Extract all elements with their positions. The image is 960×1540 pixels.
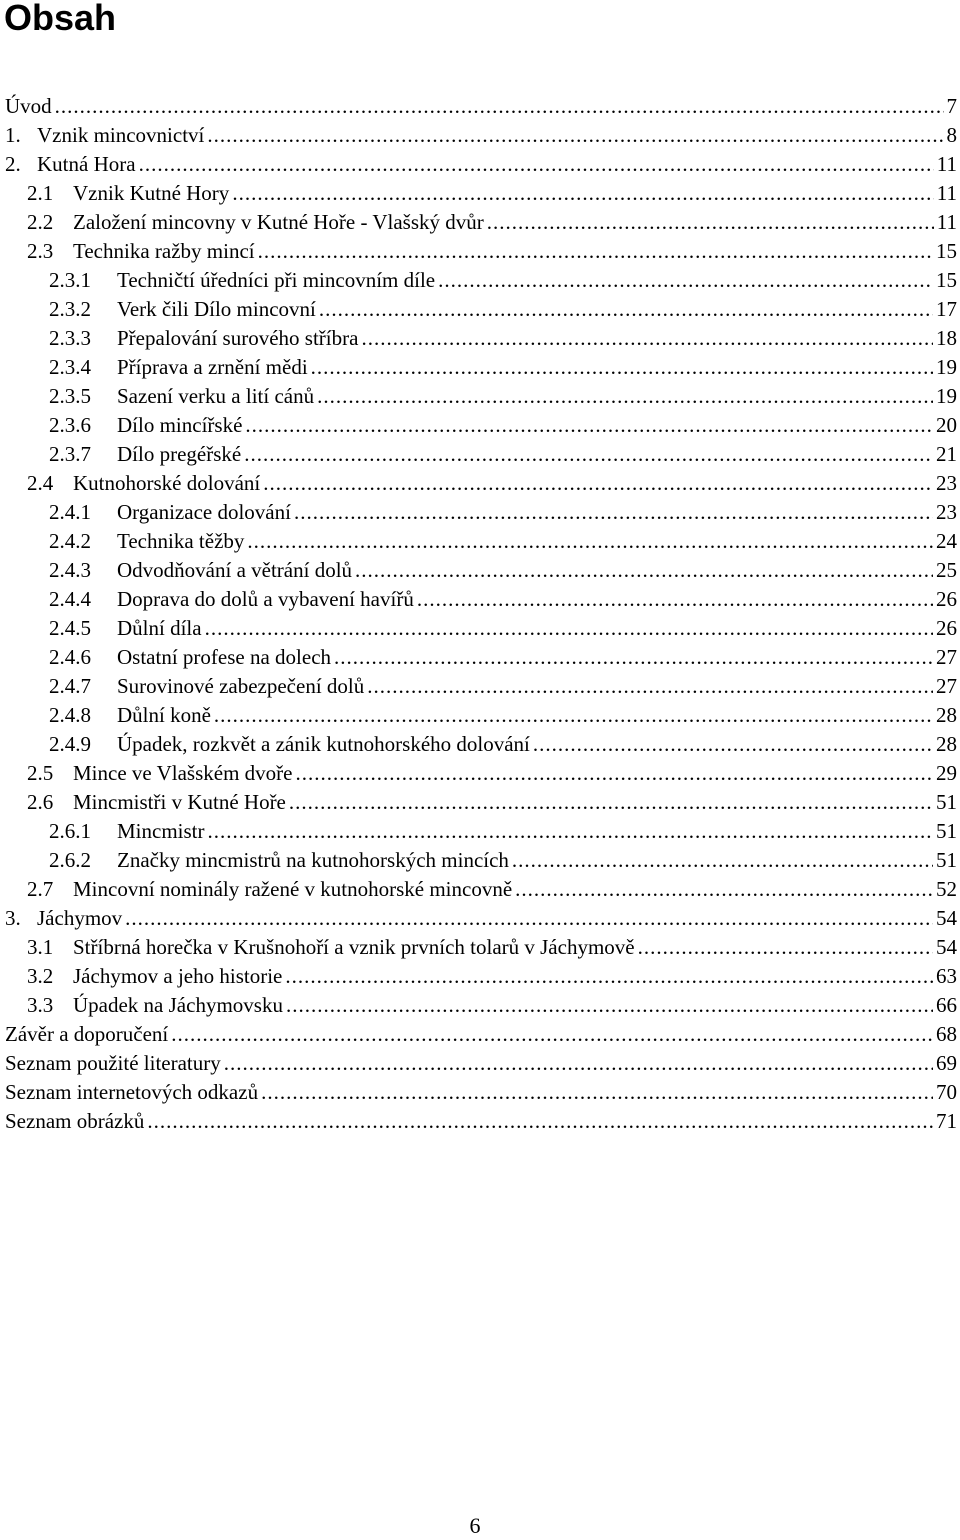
toc-entry-page: 66: [936, 991, 960, 1020]
toc-entry-title: Kutná Hora: [37, 150, 136, 179]
toc-entry-title: Závěr a doporučení: [5, 1020, 168, 1049]
toc-entry-number: 2.4.6: [49, 643, 117, 672]
toc-dot-leader: [244, 440, 933, 469]
toc-entry-page: 11: [937, 179, 960, 208]
toc-entry-title: Úvod: [5, 92, 52, 121]
toc-entry[interactable]: [5, 179, 960, 208]
toc-entry[interactable]: [5, 295, 960, 324]
toc-entry-title: Jáchymov a jeho historie: [73, 962, 282, 991]
toc-entry[interactable]: [5, 643, 960, 672]
toc-entry-page: 26: [936, 614, 960, 643]
toc-entry-number: 3.2: [27, 962, 73, 991]
toc-entry-number: 2.7: [27, 875, 73, 904]
toc-dot-leader: [232, 179, 933, 208]
toc-entry-title: Úpadek, rozkvět a zánik kutnohorského dolování: [117, 730, 530, 759]
toc-entry-number: 2.3.2: [49, 295, 117, 324]
toc-entry-title: Seznam použité literatury: [5, 1049, 221, 1078]
toc-entry-page: 28: [936, 730, 960, 759]
toc-entry-title: Seznam obrázků: [5, 1107, 144, 1136]
toc-entry-title: Surovinové zabezpečení dolů: [117, 672, 364, 701]
toc-entry-number: 2.4.8: [49, 701, 117, 730]
toc-entry-title: Mince ve Vlašském dvoře: [73, 759, 292, 788]
toc-entry-page: 11: [937, 150, 960, 179]
toc-entry-page: 20: [936, 411, 960, 440]
toc-entry[interactable]: [5, 904, 960, 933]
toc-dot-leader: [207, 121, 943, 150]
toc-entry-number: 2.3.6: [49, 411, 117, 440]
toc-dot-leader: [147, 1107, 933, 1136]
toc-entry-title: Vznik mincovnictví: [37, 121, 204, 150]
toc-dot-leader: [55, 92, 944, 121]
toc-entry-number: 2.4.9: [49, 730, 117, 759]
toc-dot-leader: [417, 585, 933, 614]
toc-entry-page: 26: [936, 585, 960, 614]
toc-entry[interactable]: [5, 817, 960, 846]
toc-entry-number: 2.3.5: [49, 382, 117, 411]
toc-entry-title: Ostatní profese na dolech: [117, 643, 331, 672]
toc-entry-page: 52: [936, 875, 960, 904]
toc-entry-number: 2.3.7: [49, 440, 117, 469]
toc-entry[interactable]: [5, 324, 960, 353]
toc-entry-page: 27: [936, 672, 960, 701]
toc-entry-title: Technika ražby mincí: [73, 237, 255, 266]
toc-entry-number: 2.2: [27, 208, 73, 237]
toc-entry-title: Odvodňování a větrání dolů: [117, 556, 352, 585]
toc-entry[interactable]: [5, 498, 960, 527]
toc-entry-number: 3.: [5, 904, 37, 933]
toc-entry[interactable]: [5, 875, 960, 904]
toc-entry-number: 2.4.2: [49, 527, 117, 556]
toc-entry[interactable]: [5, 962, 960, 991]
toc-entry[interactable]: [5, 701, 960, 730]
toc-entry[interactable]: [5, 382, 960, 411]
toc-entry[interactable]: [5, 411, 960, 440]
toc-entry-number: 2.1: [27, 179, 73, 208]
toc-dot-leader: [311, 353, 933, 382]
page-title: Obsah: [4, 0, 116, 42]
toc-entry-title: Seznam internetových odkazů: [5, 1078, 258, 1107]
toc-entry-page: 29: [936, 759, 960, 788]
toc-entry-number: 3.1: [27, 933, 73, 962]
toc-entry-title: Mincmistři v Kutné Hoře: [73, 788, 286, 817]
toc-dot-leader: [247, 527, 933, 556]
toc-entry[interactable]: [5, 469, 960, 498]
toc-entry-title: Stříbrná horečka v Krušnohoří a vznik prvních tolarů v Jáchymově: [73, 933, 635, 962]
toc-dot-leader: [334, 643, 933, 672]
toc-entry-title: Jáchymov: [37, 904, 122, 933]
toc-entry-title: Mincovní nominály ražené v kutnohorské mincovně: [73, 875, 512, 904]
toc-entry-page: 63: [936, 962, 960, 991]
toc-dot-leader: [638, 933, 933, 962]
toc-entry-title: Technika těžby: [117, 527, 244, 556]
toc-entry-title: Doprava do dolů a vybavení havířů: [117, 585, 414, 614]
toc-entry-number: 2.4: [27, 469, 73, 498]
toc-entry-page: 51: [936, 788, 960, 817]
toc-dot-leader: [515, 875, 933, 904]
toc-entry-page: 24: [936, 527, 960, 556]
toc-dot-leader: [245, 411, 933, 440]
toc-dot-leader: [533, 730, 933, 759]
toc-entry-page: 51: [936, 846, 960, 875]
toc-entry[interactable]: [5, 730, 960, 759]
toc-entry-page: 19: [936, 353, 960, 382]
toc-entry-number: 2.6: [27, 788, 73, 817]
toc-dot-leader: [171, 1020, 933, 1049]
toc-entry-page: 25: [936, 556, 960, 585]
toc-entry-page: 8: [947, 121, 960, 150]
toc-entry-title: Příprava a zrnění mědi: [117, 353, 308, 382]
toc-entry-page: 68: [936, 1020, 960, 1049]
toc-dot-leader: [286, 991, 933, 1020]
toc-entry[interactable]: [5, 440, 960, 469]
toc-dot-leader: [285, 962, 933, 991]
toc-entry[interactable]: [5, 1020, 960, 1049]
toc-entry[interactable]: [5, 92, 960, 121]
toc-entry[interactable]: [5, 208, 960, 237]
toc-entry[interactable]: [5, 556, 960, 585]
toc-dot-leader: [355, 556, 933, 585]
toc-entry-number: 2.6.1: [49, 817, 117, 846]
toc-dot-leader: [317, 382, 933, 411]
toc-dot-leader: [214, 701, 933, 730]
toc-entry-title: Dílo pregéřské: [117, 440, 241, 469]
toc-entry-page: 18: [936, 324, 960, 353]
toc-dot-leader: [512, 846, 933, 875]
toc-entry-title: Verk čili Dílo mincovní: [117, 295, 316, 324]
toc-entry-number: 2.: [5, 150, 37, 179]
toc-entry[interactable]: [5, 614, 960, 643]
toc-entry[interactable]: [5, 237, 960, 266]
toc-entry-number: 2.3.4: [49, 353, 117, 382]
toc-entry-page: 7: [947, 92, 960, 121]
toc-entry[interactable]: [5, 991, 960, 1020]
toc-dot-leader: [258, 237, 933, 266]
toc-entry-number: 2.3: [27, 237, 73, 266]
table-of-contents: [5, 92, 960, 1136]
toc-entry[interactable]: [5, 121, 960, 150]
toc-dot-leader: [319, 295, 933, 324]
toc-entry-number: 2.5: [27, 759, 73, 788]
toc-entry[interactable]: [5, 150, 960, 179]
toc-dot-leader: [125, 904, 933, 933]
toc-entry-page: 28: [936, 701, 960, 730]
toc-entry-page: 17: [936, 295, 960, 324]
toc-entry-page: 54: [936, 933, 960, 962]
toc-entry-title: Kutnohorské dolování: [73, 469, 260, 498]
toc-entry-page: 15: [936, 237, 960, 266]
toc-entry-title: Důlní koně: [117, 701, 211, 730]
toc-dot-leader: [295, 759, 933, 788]
toc-entry-page: 23: [936, 498, 960, 527]
toc-entry-number: 2.3.3: [49, 324, 117, 353]
toc-entry-title: Přepalování surového stříbra: [117, 324, 358, 353]
toc-entry[interactable]: [5, 266, 960, 295]
toc-dot-leader: [261, 1078, 933, 1107]
toc-entry[interactable]: [5, 353, 960, 382]
toc-entry[interactable]: [5, 759, 960, 788]
toc-entry-page: 27: [936, 643, 960, 672]
toc-entry-title: Techničtí úředníci při mincovním díle: [117, 266, 435, 295]
toc-entry-page: 69: [936, 1049, 960, 1078]
toc-entry-title: Organizace dolování: [117, 498, 291, 527]
toc-entry-title: Úpadek na Jáchymovsku: [73, 991, 283, 1020]
toc-entry-page: 70: [936, 1078, 960, 1107]
toc-dot-leader: [224, 1049, 933, 1078]
toc-entry-page: 71: [936, 1107, 960, 1136]
toc-entry-title: Sazení verku a lití cánů: [117, 382, 314, 411]
toc-dot-leader: [294, 498, 933, 527]
toc-entry[interactable]: [5, 1078, 960, 1107]
toc-entry-number: 2.4.4: [49, 585, 117, 614]
toc-entry-title: Vznik Kutné Hory: [73, 179, 229, 208]
toc-entry-number: 2.3.1: [49, 266, 117, 295]
toc-entry[interactable]: [5, 585, 960, 614]
toc-dot-leader: [139, 150, 934, 179]
page-number: 6: [0, 1512, 950, 1540]
toc-dot-leader: [367, 672, 933, 701]
toc-entry-page: 15: [936, 266, 960, 295]
toc-entry-page: 51: [936, 817, 960, 846]
toc-entry-number: 2.4.5: [49, 614, 117, 643]
toc-entry[interactable]: [5, 1107, 960, 1136]
toc-entry[interactable]: [5, 933, 960, 962]
toc-entry[interactable]: [5, 788, 960, 817]
toc-entry-number: 2.4.1: [49, 498, 117, 527]
toc-entry-title: Mincmistr: [117, 817, 205, 846]
toc-entry-page: 21: [936, 440, 960, 469]
toc-entry[interactable]: [5, 672, 960, 701]
toc-dot-leader: [208, 817, 934, 846]
toc-dot-leader: [289, 788, 933, 817]
toc-entry[interactable]: [5, 846, 960, 875]
toc-entry-title: Založení mincovny v Kutné Hoře - Vlašský dvůr: [73, 208, 484, 237]
toc-dot-leader: [438, 266, 933, 295]
toc-entry-page: 11: [937, 208, 960, 237]
toc-entry-number: 2.4.3: [49, 556, 117, 585]
toc-dot-leader: [487, 208, 934, 237]
toc-entry-number: 2.4.7: [49, 672, 117, 701]
toc-entry[interactable]: [5, 1049, 960, 1078]
toc-entry-page: 19: [936, 382, 960, 411]
toc-entry-title: Značky mincmistrů na kutnohorských mincích: [117, 846, 509, 875]
toc-entry[interactable]: [5, 527, 960, 556]
toc-dot-leader: [205, 614, 933, 643]
toc-entry-page: 54: [936, 904, 960, 933]
toc-entry-page: 23: [936, 469, 960, 498]
toc-entry-number: 2.6.2: [49, 846, 117, 875]
toc-dot-leader: [361, 324, 933, 353]
toc-dot-leader: [263, 469, 933, 498]
toc-entry-title: Důlní díla: [117, 614, 202, 643]
toc-entry-number: 1.: [5, 121, 37, 150]
toc-entry-title: Dílo mincířské: [117, 411, 242, 440]
toc-entry-number: 3.3: [27, 991, 73, 1020]
